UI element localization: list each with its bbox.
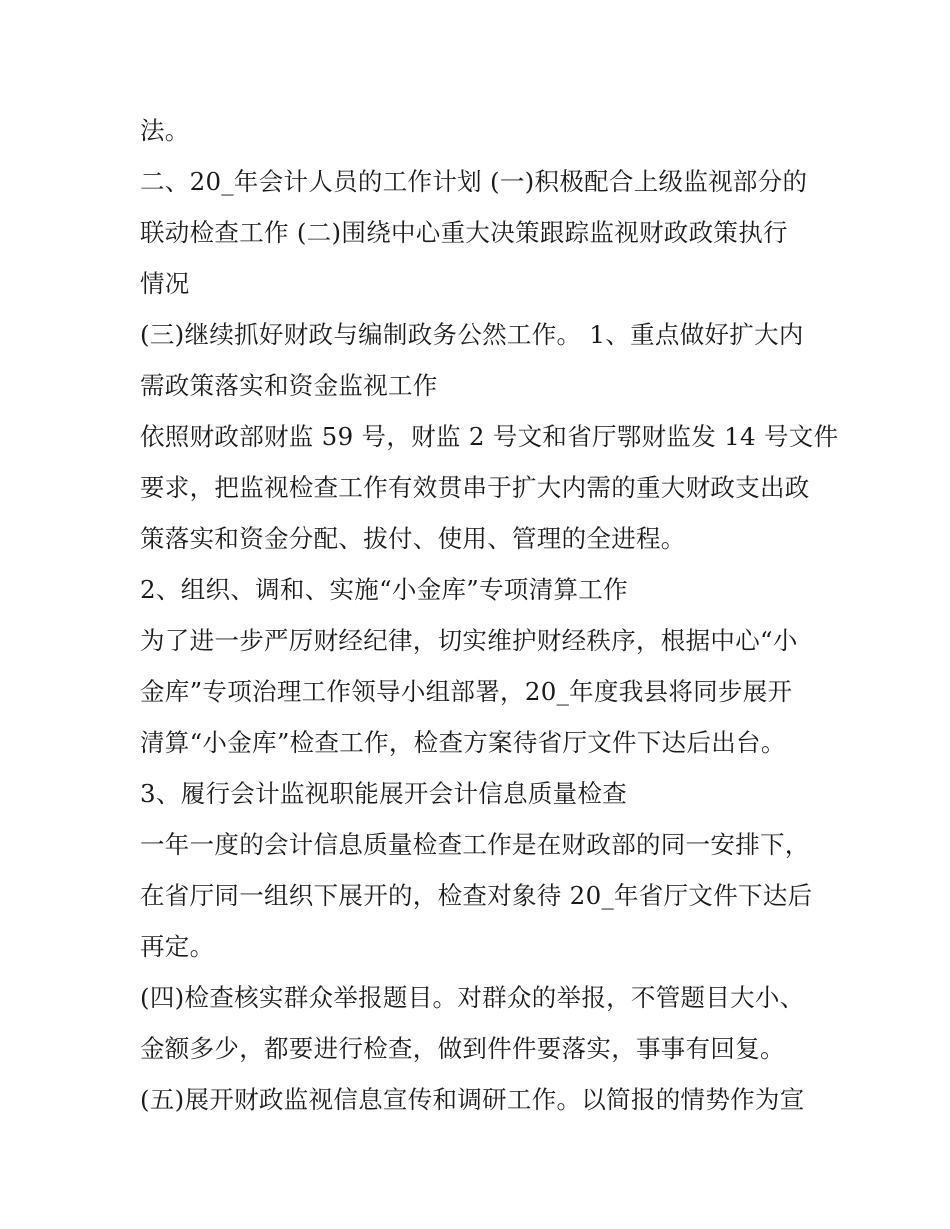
text-line: (四)检查核实群众举报题目。对群众的举报，不管题目大小、 (140, 983, 805, 1012)
text-line: 金库”专项治理工作领导小组部署，20_年度我县将同步展开 (140, 677, 793, 706)
text-line: 2、组织、调和、实施“小金库”专项清算工作 (140, 575, 628, 604)
text-line: (五)展开财政监视信息宣传和调研工作。以简报的情势作为宣 (140, 1085, 805, 1114)
text-line: (三)继续抓好财政与编制政务公然工作。 1、重点做好扩大内 (140, 320, 804, 349)
text-line: 联动检查工作 (二)围绕中心重大决策跟踪监视财政政策执行 (140, 218, 788, 247)
text-line: 一年一度的会计信息质量检查工作是在财政部的同一安排下， (140, 830, 810, 859)
text-line: 在省厅同一组织下展开的，检查对象待 20_年省厅文件下达后 (140, 881, 813, 910)
text-line: 金额多少，都要进行检查，做到件件要落实，事事有回复。 (140, 1034, 785, 1063)
text-line: 策落实和资金分配、拔付、使用、管理的全进程。 (140, 524, 686, 553)
text-line: 为了进一步严厉财经纪律，切实维护财经秩序，根据中心“小 (140, 626, 798, 655)
text-line: 再定。 (140, 932, 215, 961)
text-line: 要求，把监视检查工作有效贯串于扩大内需的重大财政支出政 (140, 473, 810, 502)
text-line: 情况 (140, 269, 190, 298)
text-line: 需政策落实和资金监视工作 (140, 371, 438, 400)
text-line: 3、履行会计监视职能展开会计信息质量检查 (140, 779, 628, 808)
text-line: 二、20_年会计人员的工作计划 (一)积极配合上级监视部分的 (140, 167, 808, 196)
text-line: 法。 (140, 116, 190, 145)
text-line: 依照财政部财监 59 号，财监 2 号文和省厅鄂财监发 14 号文件 (140, 422, 839, 451)
text-line: 清算“小金库”检查工作，检查方案待省厅文件下达后出台。 (140, 728, 786, 757)
document-body (140, 105, 839, 1125)
